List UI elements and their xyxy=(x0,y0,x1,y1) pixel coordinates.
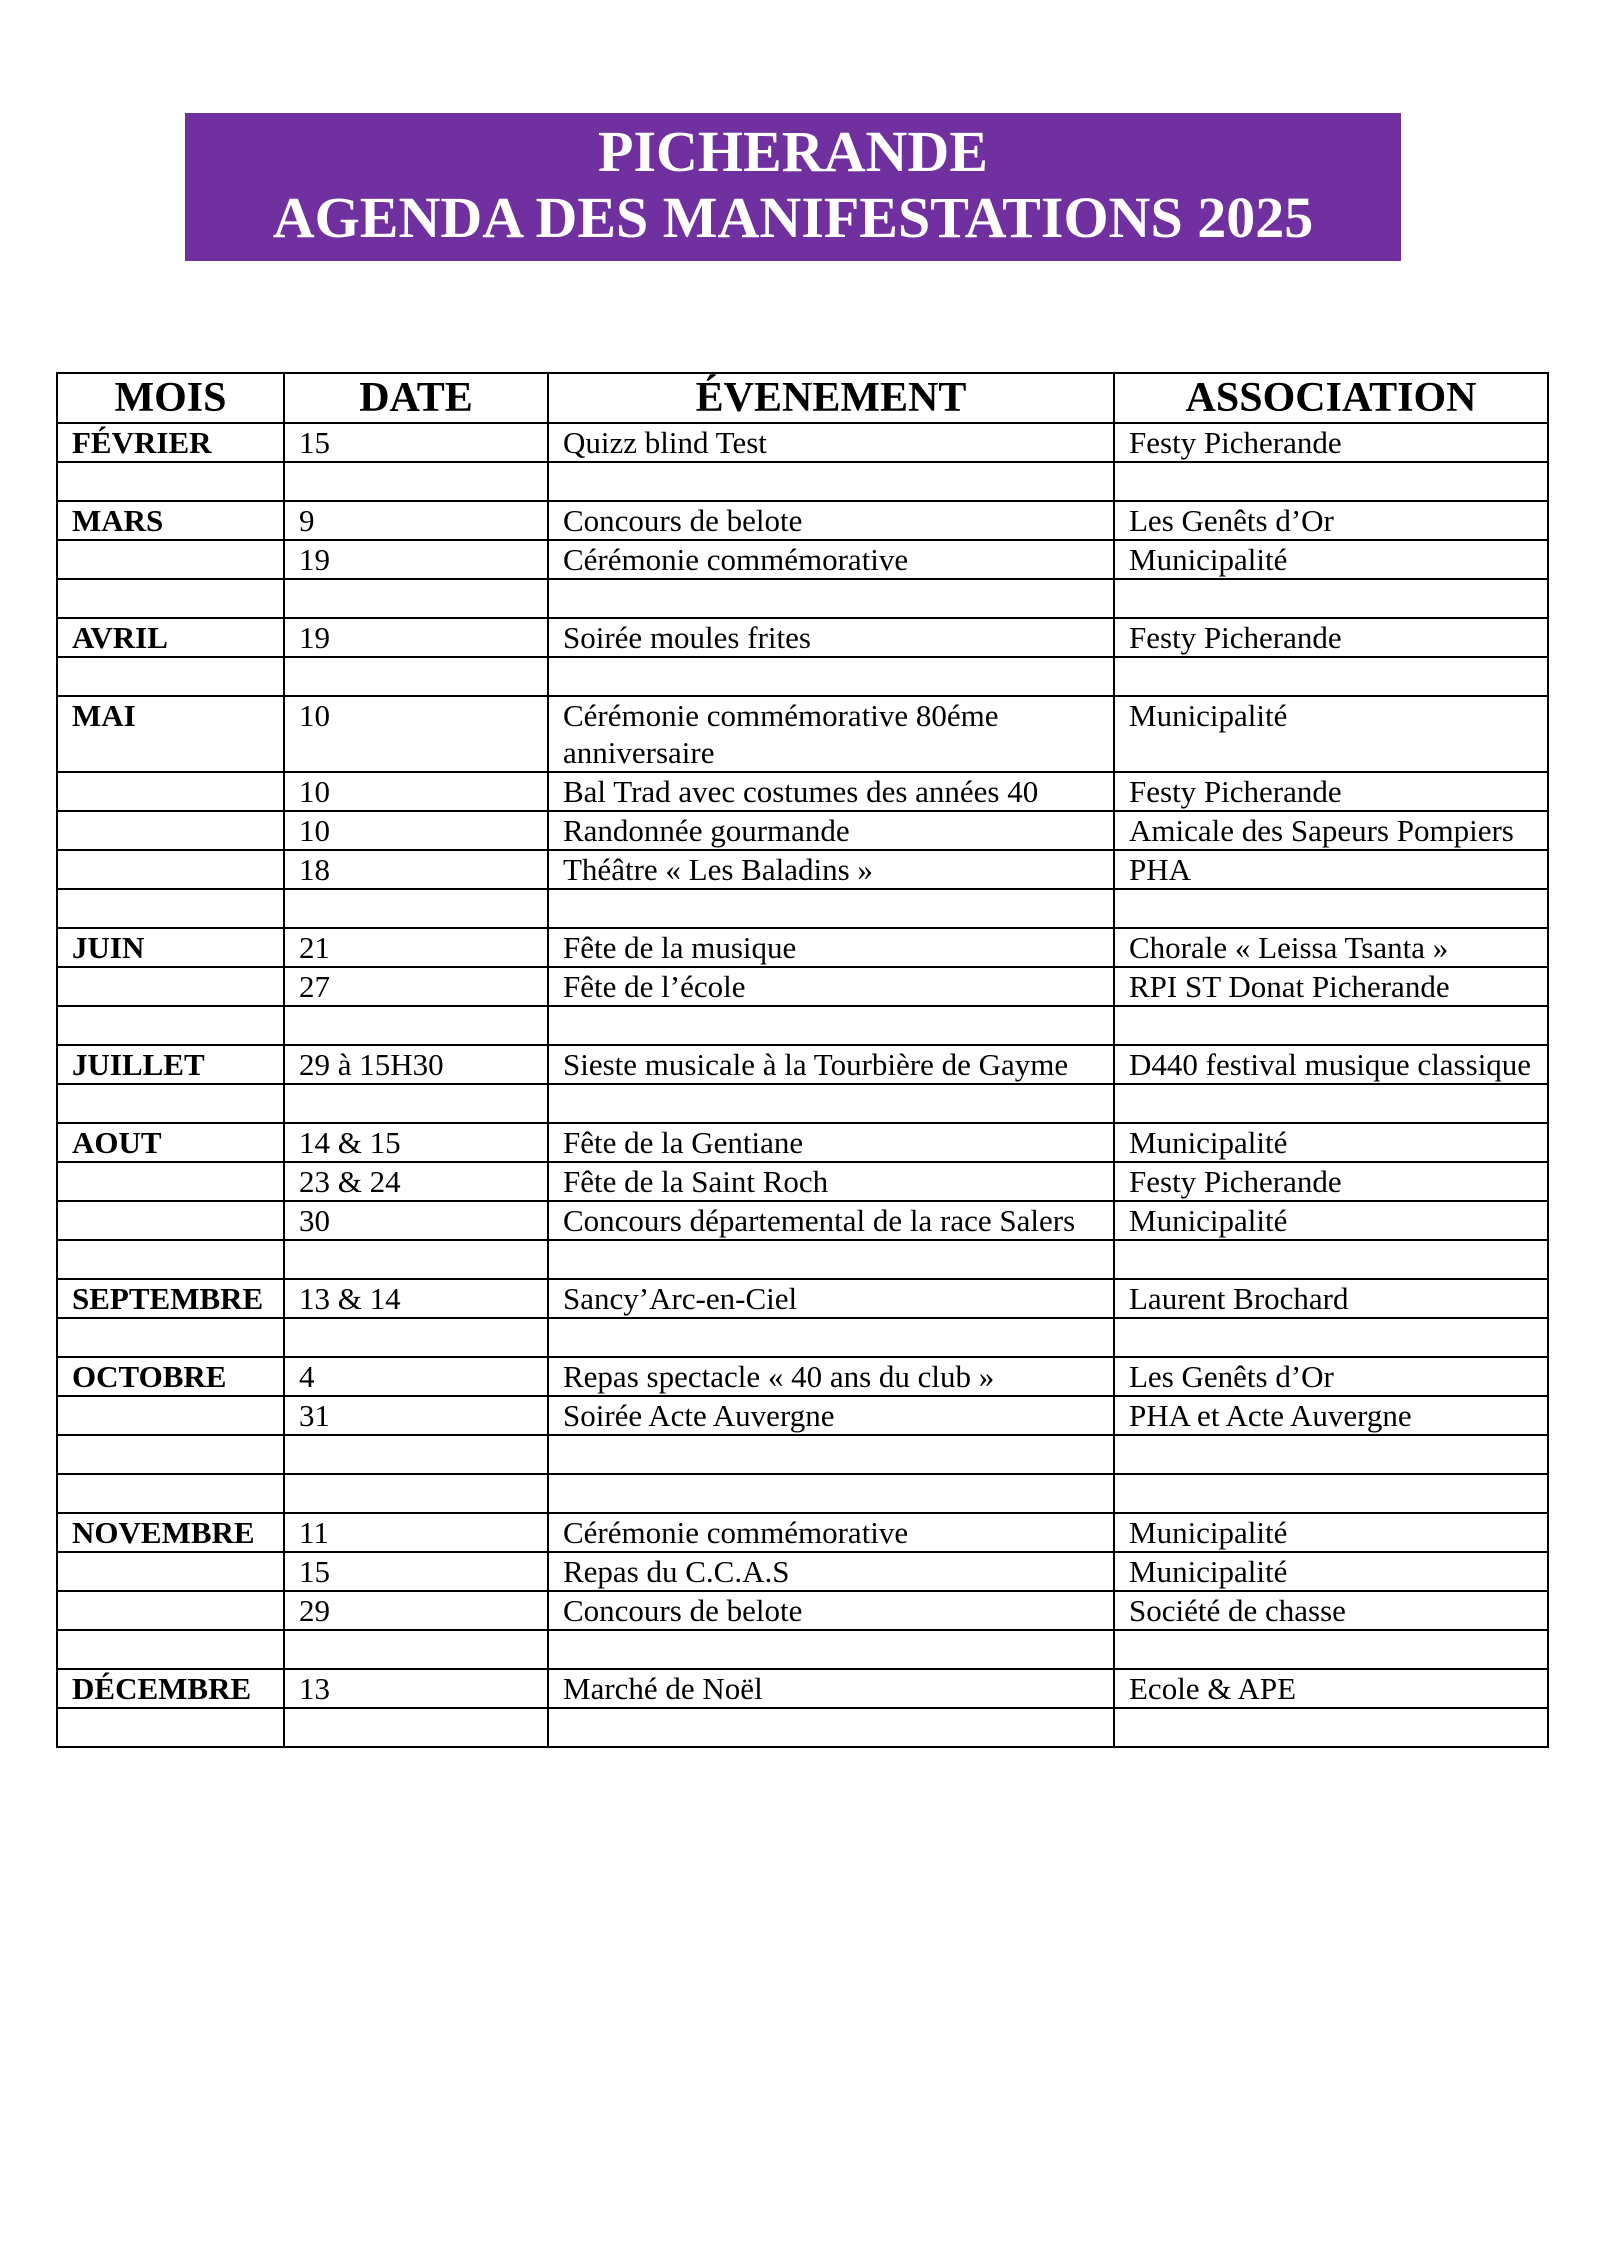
table-row xyxy=(57,1552,1548,1591)
event-cell: Cérémonie commémorative xyxy=(548,540,1114,579)
month-cell: DÉCEMBRE xyxy=(57,1669,284,1708)
title-banner xyxy=(185,113,1401,261)
date-cell xyxy=(284,1084,548,1123)
month-cell xyxy=(57,967,284,1006)
association-cell: Festy Picherande xyxy=(1114,1162,1548,1201)
date-cell xyxy=(284,1006,548,1045)
table-row xyxy=(57,1084,1548,1123)
event-cell: Sieste musicale à la Tourbière de Gayme xyxy=(548,1045,1114,1084)
event-cell: Sancy’Arc-en-Ciel xyxy=(548,1279,1114,1318)
date-cell: 9 xyxy=(284,501,548,540)
date-cell: 13 & 14 xyxy=(284,1279,548,1318)
date-cell xyxy=(284,462,548,501)
month-cell xyxy=(57,850,284,889)
date-cell: 29 xyxy=(284,1591,548,1630)
event-cell: Cérémonie commémorative xyxy=(548,1513,1114,1552)
table-row xyxy=(57,889,1548,928)
date-cell xyxy=(284,1435,548,1474)
event-cell xyxy=(548,1006,1114,1045)
date-cell: 15 xyxy=(284,1552,548,1591)
table-row xyxy=(57,1708,1548,1747)
date-cell xyxy=(284,1474,548,1513)
association-cell: Festy Picherande xyxy=(1114,618,1548,657)
title-line-1: PICHERANDE xyxy=(598,119,988,184)
date-cell: 10 xyxy=(284,696,548,772)
month-cell xyxy=(57,462,284,501)
date-cell: 10 xyxy=(284,811,548,850)
event-cell: Marché de Noël xyxy=(548,1669,1114,1708)
association-cell xyxy=(1114,1240,1548,1279)
association-cell: PHA et Acte Auvergne xyxy=(1114,1396,1548,1435)
event-cell xyxy=(548,1240,1114,1279)
table-row xyxy=(57,1240,1548,1279)
month-cell xyxy=(57,1474,284,1513)
event-cell xyxy=(548,889,1114,928)
month-cell: AOUT xyxy=(57,1123,284,1162)
month-cell xyxy=(57,1240,284,1279)
association-cell: Les Genêts d’Or xyxy=(1114,501,1548,540)
event-cell xyxy=(548,657,1114,696)
event-cell: Bal Trad avec costumes des années 40 xyxy=(548,772,1114,811)
association-cell: Municipalité xyxy=(1114,696,1548,772)
table-row xyxy=(57,696,1548,772)
association-cell: Festy Picherande xyxy=(1114,772,1548,811)
date-cell xyxy=(284,1240,548,1279)
date-cell: 15 xyxy=(284,423,548,462)
association-cell xyxy=(1114,1474,1548,1513)
date-cell: 27 xyxy=(284,967,548,1006)
association-cell xyxy=(1114,1006,1548,1045)
association-cell xyxy=(1114,1084,1548,1123)
agenda-table xyxy=(56,372,1549,1748)
month-cell xyxy=(57,1435,284,1474)
month-cell xyxy=(57,1591,284,1630)
date-cell xyxy=(284,1630,548,1669)
association-cell xyxy=(1114,579,1548,618)
date-cell: 13 xyxy=(284,1669,548,1708)
table-row xyxy=(57,928,1548,967)
table-row xyxy=(57,657,1548,696)
event-cell: Soirée Acte Auvergne xyxy=(548,1396,1114,1435)
month-cell xyxy=(57,1396,284,1435)
event-cell xyxy=(548,1630,1114,1669)
month-cell xyxy=(57,540,284,579)
month-cell xyxy=(57,1708,284,1747)
event-cell: Fête de l’école xyxy=(548,967,1114,1006)
association-cell: Laurent Brochard xyxy=(1114,1279,1548,1318)
table-row xyxy=(57,423,1548,462)
month-cell xyxy=(57,579,284,618)
month-cell: AVRIL xyxy=(57,618,284,657)
table-row xyxy=(57,462,1548,501)
month-cell: OCTOBRE xyxy=(57,1357,284,1396)
table-row xyxy=(57,1006,1548,1045)
event-cell: Concours de belote xyxy=(548,1591,1114,1630)
date-cell: 31 xyxy=(284,1396,548,1435)
event-cell: Randonnée gourmande xyxy=(548,811,1114,850)
month-cell xyxy=(57,811,284,850)
table-row xyxy=(57,1279,1548,1318)
date-cell: 11 xyxy=(284,1513,548,1552)
table-header-row xyxy=(57,373,1548,423)
association-cell: Municipalité xyxy=(1114,1513,1548,1552)
column-header-event: ÉVENEMENT xyxy=(548,373,1114,423)
association-cell xyxy=(1114,462,1548,501)
event-cell xyxy=(548,579,1114,618)
table-row xyxy=(57,618,1548,657)
event-cell xyxy=(548,1435,1114,1474)
table-row xyxy=(57,579,1548,618)
date-cell: 19 xyxy=(284,540,548,579)
title-line-2: AGENDA DES MANIFESTATIONS 2025 xyxy=(272,185,1314,250)
month-cell xyxy=(57,889,284,928)
date-cell: 18 xyxy=(284,850,548,889)
association-cell: Société de chasse xyxy=(1114,1591,1548,1630)
date-cell xyxy=(284,889,548,928)
association-cell: RPI ST Donat Picherande xyxy=(1114,967,1548,1006)
table-row xyxy=(57,1123,1548,1162)
table-row xyxy=(57,1318,1548,1357)
event-cell xyxy=(548,1318,1114,1357)
table-row xyxy=(57,1396,1548,1435)
month-cell xyxy=(57,1084,284,1123)
table-row xyxy=(57,967,1548,1006)
column-header-association: ASSOCIATION xyxy=(1114,373,1548,423)
association-cell xyxy=(1114,657,1548,696)
table-row xyxy=(57,1357,1548,1396)
table-row xyxy=(57,540,1548,579)
event-cell: Soirée moules frites xyxy=(548,618,1114,657)
month-cell xyxy=(57,1162,284,1201)
table-row xyxy=(57,772,1548,811)
association-cell: Ecole & APE xyxy=(1114,1669,1548,1708)
month-cell: MAI xyxy=(57,696,284,772)
event-cell: Concours de belote xyxy=(548,501,1114,540)
event-cell: Fête de la musique xyxy=(548,928,1114,967)
association-cell: Chorale « Leissa Tsanta » xyxy=(1114,928,1548,967)
event-cell xyxy=(548,462,1114,501)
table-row xyxy=(57,1630,1548,1669)
month-cell xyxy=(57,1552,284,1591)
table-row xyxy=(57,501,1548,540)
event-cell xyxy=(548,1474,1114,1513)
month-cell xyxy=(57,772,284,811)
month-cell xyxy=(57,1006,284,1045)
table-row xyxy=(57,1201,1548,1240)
date-cell xyxy=(284,657,548,696)
association-cell: Municipalité xyxy=(1114,1123,1548,1162)
event-cell xyxy=(548,1084,1114,1123)
table-row xyxy=(57,1474,1548,1513)
association-cell xyxy=(1114,889,1548,928)
table-row xyxy=(57,1591,1548,1630)
date-cell: 19 xyxy=(284,618,548,657)
month-cell xyxy=(57,657,284,696)
association-cell: Municipalité xyxy=(1114,1201,1548,1240)
event-cell: Repas du C.C.A.S xyxy=(548,1552,1114,1591)
date-cell: 23 & 24 xyxy=(284,1162,548,1201)
date-cell: 4 xyxy=(284,1357,548,1396)
association-cell: Municipalité xyxy=(1114,540,1548,579)
association-cell xyxy=(1114,1318,1548,1357)
table-row xyxy=(57,1045,1548,1084)
month-cell: JUILLET xyxy=(57,1045,284,1084)
column-header-date: DATE xyxy=(284,373,548,423)
event-cell: Quizz blind Test xyxy=(548,423,1114,462)
event-cell: Concours départemental de la race Salers xyxy=(548,1201,1114,1240)
table-row xyxy=(57,1669,1548,1708)
month-cell: SEPTEMBRE xyxy=(57,1279,284,1318)
event-cell: Fête de la Saint Roch xyxy=(548,1162,1114,1201)
date-cell xyxy=(284,1318,548,1357)
month-cell xyxy=(57,1630,284,1669)
date-cell xyxy=(284,579,548,618)
date-cell: 21 xyxy=(284,928,548,967)
table-row xyxy=(57,1513,1548,1552)
association-cell: Les Genêts d’Or xyxy=(1114,1357,1548,1396)
date-cell: 10 xyxy=(284,772,548,811)
table-row xyxy=(57,811,1548,850)
month-cell xyxy=(57,1201,284,1240)
date-cell xyxy=(284,1708,548,1747)
month-cell: MARS xyxy=(57,501,284,540)
table-row xyxy=(57,1435,1548,1474)
column-header-month: MOIS xyxy=(57,373,284,423)
association-cell xyxy=(1114,1435,1548,1474)
date-cell: 30 xyxy=(284,1201,548,1240)
event-cell: Repas spectacle « 40 ans du club » xyxy=(548,1357,1114,1396)
date-cell: 14 & 15 xyxy=(284,1123,548,1162)
association-cell: Amicale des Sapeurs Pompiers xyxy=(1114,811,1548,850)
month-cell: FÉVRIER xyxy=(57,423,284,462)
date-cell: 29 à 15H30 xyxy=(284,1045,548,1084)
association-cell xyxy=(1114,1630,1548,1669)
association-cell xyxy=(1114,1708,1548,1747)
event-cell xyxy=(548,1708,1114,1747)
association-cell: D440 festival musique classique xyxy=(1114,1045,1548,1084)
table-row xyxy=(57,1162,1548,1201)
month-cell: JUIN xyxy=(57,928,284,967)
association-cell: PHA xyxy=(1114,850,1548,889)
association-cell: Festy Picherande xyxy=(1114,423,1548,462)
table-row xyxy=(57,850,1548,889)
event-cell: Théâtre « Les Baladins » xyxy=(548,850,1114,889)
event-cell: Fête de la Gentiane xyxy=(548,1123,1114,1162)
agenda-body xyxy=(57,423,1548,1747)
month-cell: NOVEMBRE xyxy=(57,1513,284,1552)
association-cell: Municipalité xyxy=(1114,1552,1548,1591)
month-cell xyxy=(57,1318,284,1357)
event-cell: Cérémonie commémorative 80éme anniversaire xyxy=(548,696,1114,772)
